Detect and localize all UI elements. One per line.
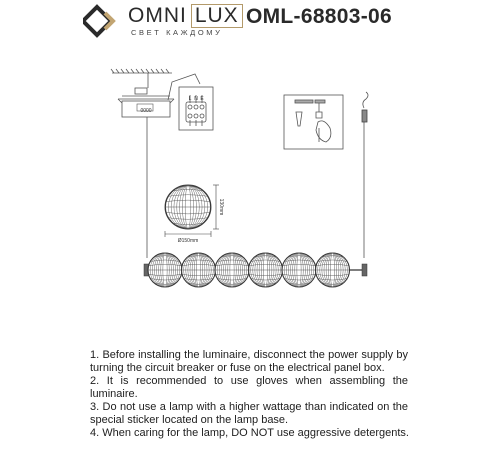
- instruction-line: special sticker located on the lamp base.: [90, 414, 289, 426]
- mesh-ball: [282, 253, 316, 287]
- mesh-ball: [316, 253, 350, 287]
- instruction-item: [90, 375, 408, 401]
- mesh-ball: [182, 253, 216, 287]
- mesh-ball: [249, 253, 283, 287]
- brand-tagline: СВЕТ КАЖДОМУ: [131, 28, 223, 37]
- connector-label-e: E: [200, 96, 204, 102]
- instruction-line: 3. Do not use a lamp with a higher wattage than indicated on the: [90, 401, 408, 413]
- connector-detail: [179, 87, 213, 130]
- instruction-line: turning the circuit breaker or fuse on the electrical panel box.: [90, 362, 385, 374]
- model-code: OML-68803-06: [246, 5, 392, 28]
- ceiling-line: [111, 69, 172, 73]
- brand-omni-text: OMNI: [128, 4, 187, 27]
- mesh-ball: [148, 253, 182, 287]
- instruction-item: [90, 401, 408, 427]
- ball-diameter-label: Ø150mm: [177, 238, 199, 244]
- installation-instructions: [90, 349, 408, 440]
- instruction-line: 4. When caring for the lamp, DO NOT use aggressive detergents.: [90, 427, 409, 439]
- mesh-ball: [215, 253, 249, 287]
- adjustment-inset: [284, 95, 343, 149]
- instruction-line: 2. It is recommended to use gloves when assembling the: [90, 375, 408, 387]
- brand-lux-text: LUX: [191, 4, 243, 28]
- ball-dimension-drawing: [165, 185, 224, 244]
- ball-height-label: 130mm: [218, 198, 224, 216]
- cable-adjuster: [362, 92, 368, 122]
- instruction-item: [90, 349, 408, 375]
- instruction-line: luminaire.: [90, 388, 138, 400]
- mount-plate-label: 0000: [140, 108, 152, 114]
- instruction-line: 1. Before installing the luminaire, disconnect the power supply by: [90, 349, 408, 361]
- connector-label-n: N: [194, 96, 198, 102]
- instruction-item: [90, 427, 408, 440]
- connector-label-l: L: [188, 96, 192, 102]
- ball-row: [144, 253, 367, 287]
